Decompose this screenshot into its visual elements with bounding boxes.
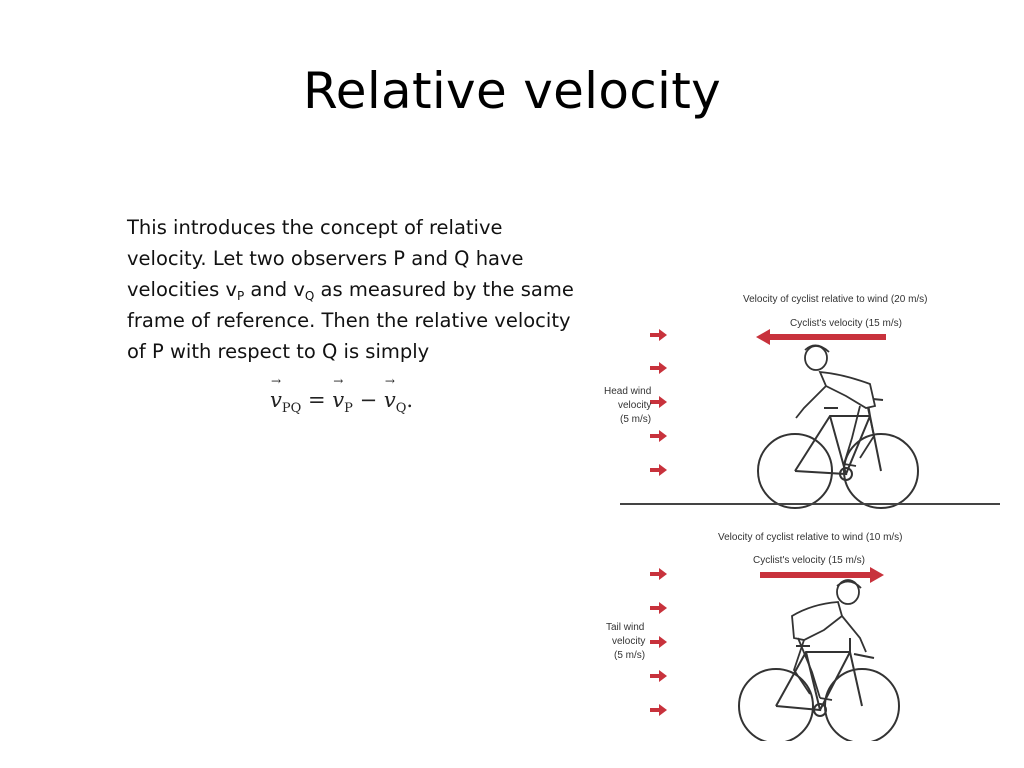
tail-wind-line3: (5 m/s) [614, 650, 646, 661]
tail-wind-line2: velocity [612, 636, 646, 647]
eq-term2-sub: Q [395, 401, 407, 417]
relative-velocity-equation [270, 388, 413, 416]
paragraph-text-3: as measured by the same frame of reference. Then the relative velocity of P with respect to Q is simply [127, 278, 574, 363]
subscript-q: Q [304, 289, 315, 303]
eq-term1-var: → v [332, 388, 344, 412]
bottom-panel [606, 532, 903, 741]
subscript-p: P [236, 289, 245, 303]
eq-term2-var: → v [384, 388, 396, 412]
paragraph-text-1: This introduces the concept of relative velocity. Let two observers P and Q have velocities v [127, 216, 524, 301]
top-panel [604, 294, 1000, 508]
eq-end: . [406, 388, 414, 412]
top-bicycle-icon [758, 398, 918, 508]
top-cyclist-icon [796, 345, 875, 466]
bottom-bicycle-icon [739, 638, 899, 741]
cyclist-diagram-svg [598, 286, 1008, 741]
cyclist-wind-figure [598, 286, 1008, 741]
eq-equals: = [307, 388, 326, 412]
eq-lhs-sub: PQ [281, 401, 302, 417]
eq-term1-sub: P [344, 401, 353, 417]
paragraph-text-2: and v [244, 278, 305, 301]
body-paragraph [127, 212, 587, 367]
slide-title: Relative velocity [302, 62, 722, 120]
eq-lhs-var: → v [270, 388, 282, 412]
top-relative-label: Velocity of cyclist relative to wind (20 m/s) [743, 294, 928, 305]
eq-minus: − [359, 388, 378, 412]
head-wind-line1: Head wind [604, 386, 652, 397]
bottom-cyclist-label: Cyclist's velocity (15 m/s) [753, 555, 865, 566]
tail-wind-arrows [650, 568, 667, 716]
bottom-cyclist-arrow [760, 567, 884, 583]
head-wind-line2: velocity [618, 400, 652, 411]
bottom-relative-label: Velocity of cyclist relative to wind (10 m/s) [718, 532, 903, 543]
head-wind-arrows [650, 329, 667, 476]
top-cyclist-arrow [756, 329, 886, 345]
top-cyclist-label: Cyclist's velocity (15 m/s) [790, 318, 902, 329]
head-wind-line3: (5 m/s) [620, 414, 652, 425]
tail-wind-line1: Tail wind [606, 622, 645, 633]
